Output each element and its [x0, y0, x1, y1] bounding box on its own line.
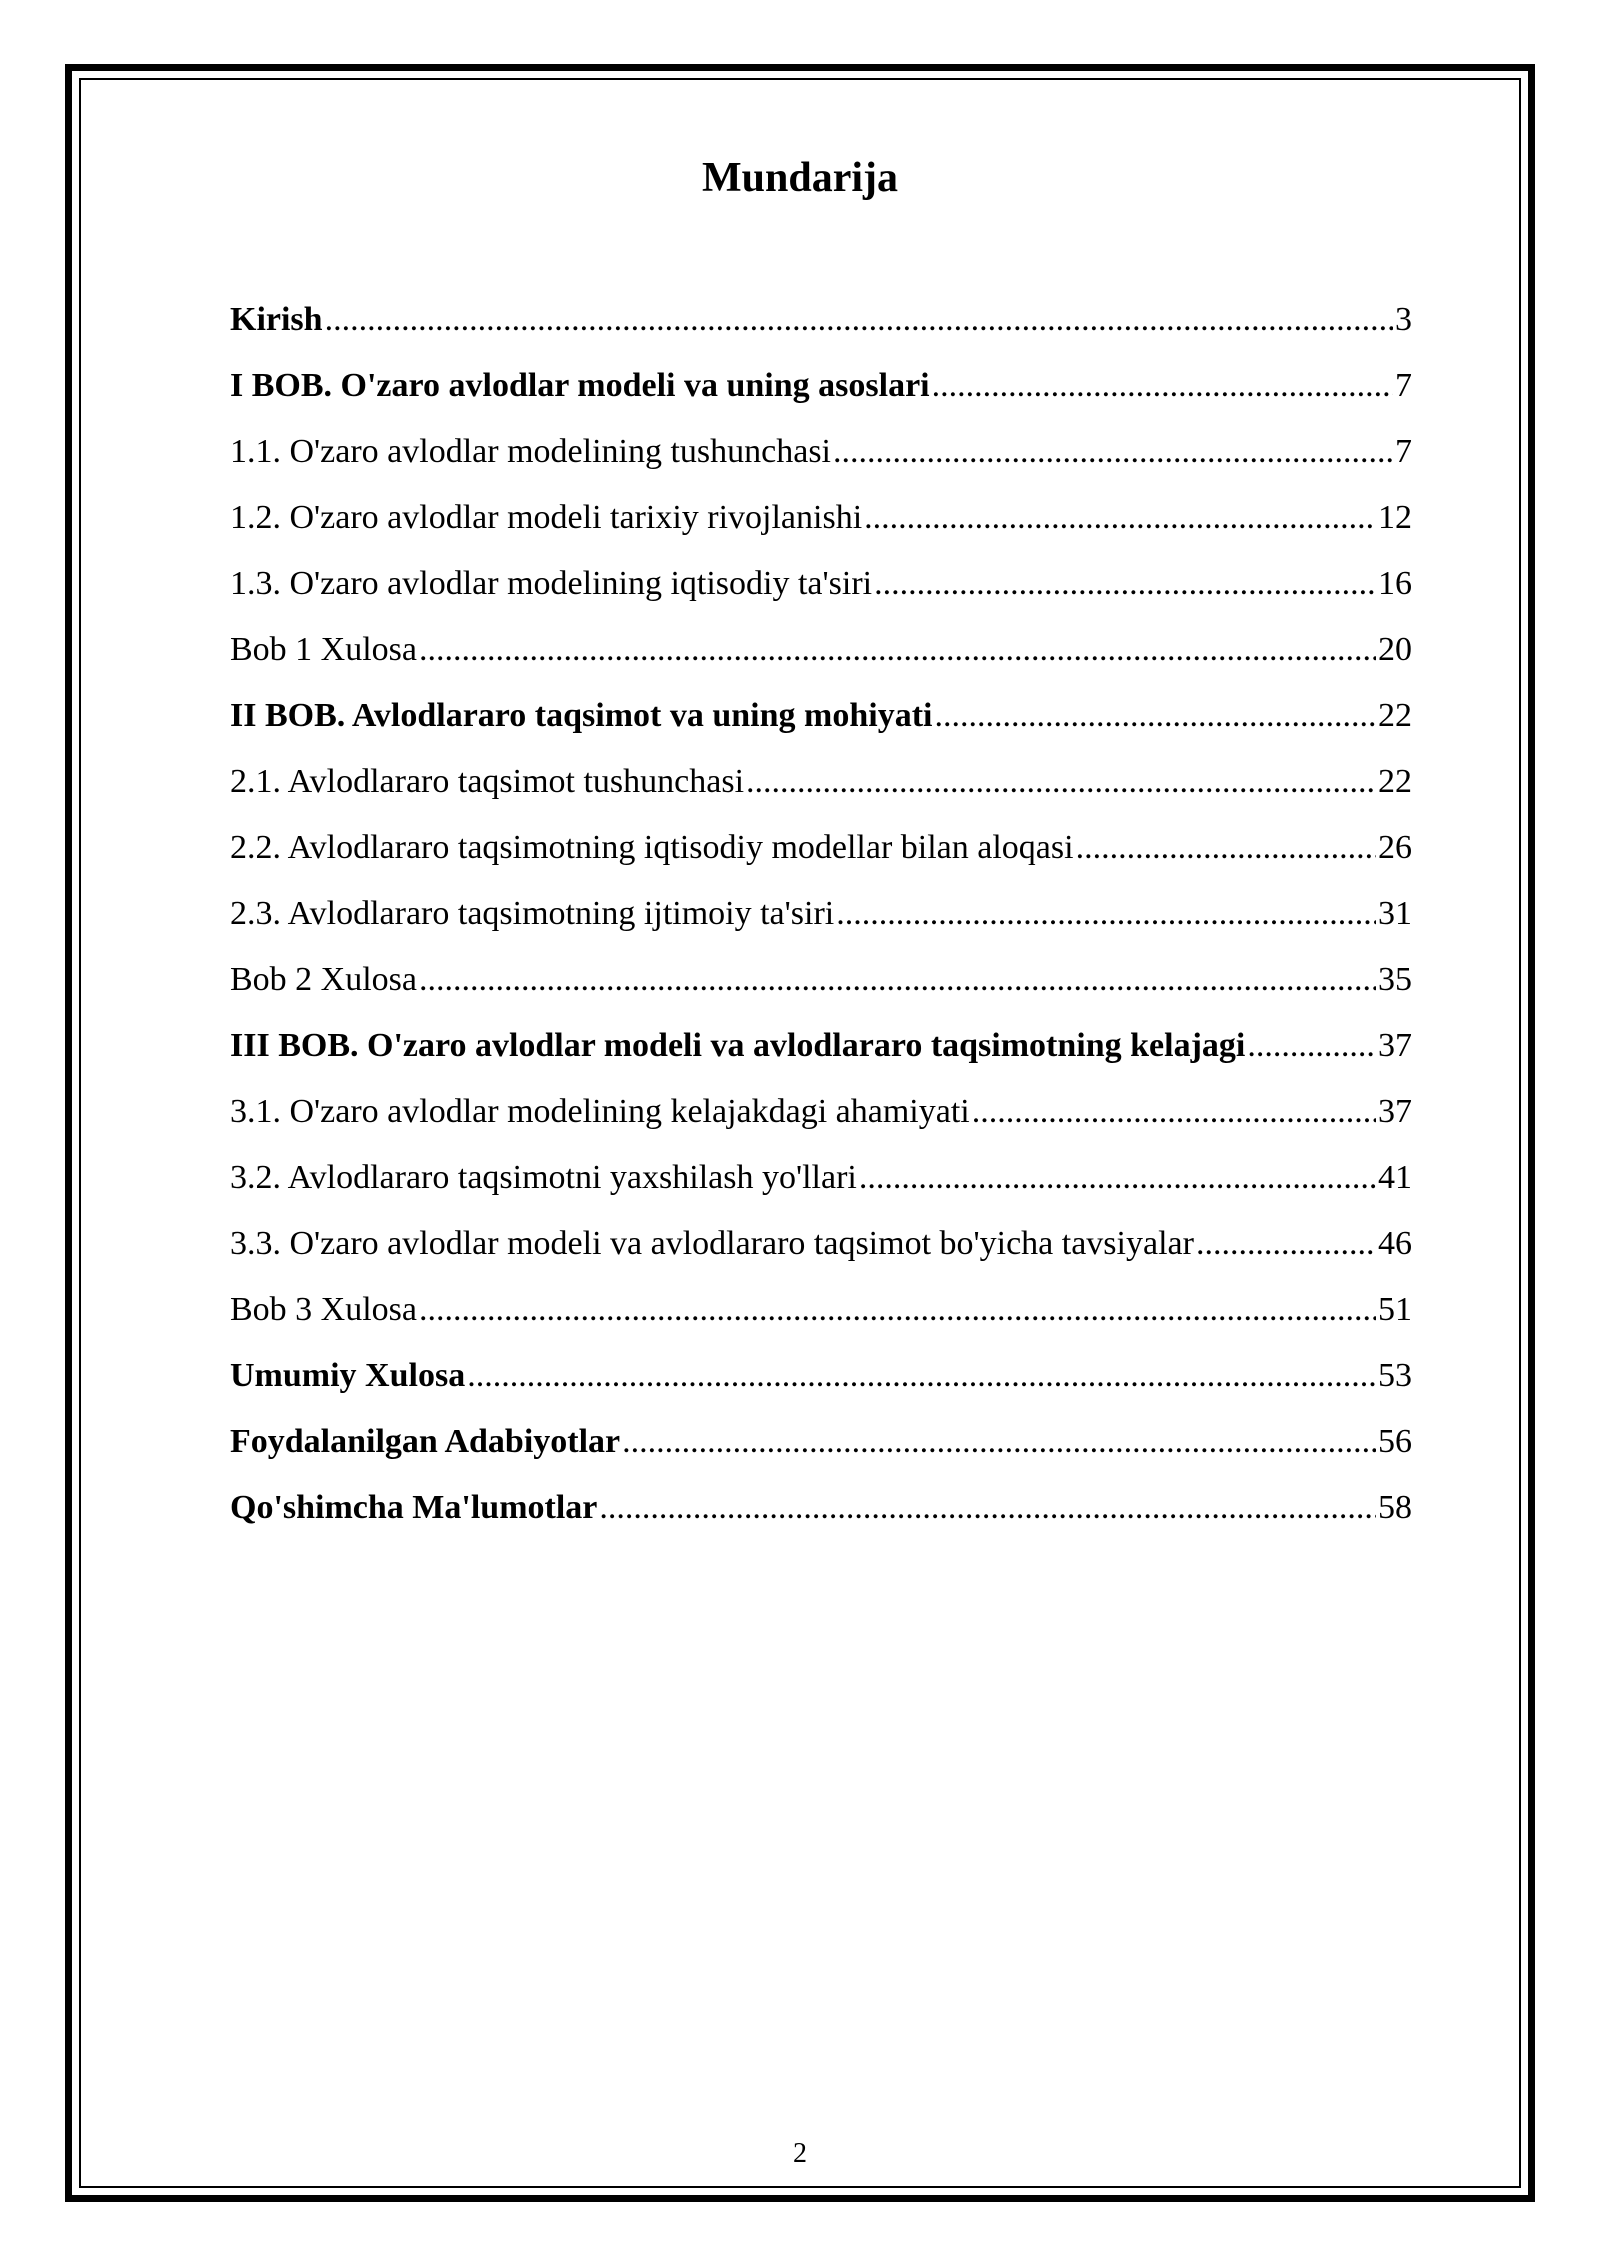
toc-entry[interactable]: [230, 955, 1412, 1021]
toc-entry-label: 1.1. O'zaro avlodlar modelining tushunchasi: [230, 433, 831, 470]
toc-entry-page: 37: [1378, 1027, 1412, 1064]
toc-entry[interactable]: [230, 1417, 1412, 1483]
toc-entry[interactable]: [230, 757, 1412, 823]
toc-dot-leader: [874, 559, 1376, 609]
toc-entry[interactable]: [230, 691, 1412, 757]
toc-entry-page: 56: [1378, 1423, 1412, 1460]
toc-entry[interactable]: [230, 625, 1412, 691]
toc-entry-label: Umumiy Xulosa: [230, 1357, 466, 1394]
toc-entry[interactable]: [230, 823, 1412, 889]
toc-entry-label: Foydalanilgan Adabiyotlar: [230, 1423, 621, 1460]
toc-dot-leader: [1196, 1219, 1376, 1269]
toc-entry-label: II BOB. Avlodlararo taqsimot va uning mohiyati: [230, 697, 933, 734]
toc-entry-label: Bob 1 Xulosa: [230, 631, 417, 668]
table-of-contents: [230, 295, 1412, 1549]
toc-dot-leader: [419, 955, 1376, 1005]
toc-entry-page: 53: [1378, 1357, 1412, 1394]
toc-dot-leader: [467, 1351, 1376, 1401]
toc-entry-page: 35: [1378, 961, 1412, 998]
toc-dot-leader: [746, 757, 1376, 807]
toc-entry-page: 58: [1378, 1489, 1412, 1526]
toc-dot-leader: [934, 691, 1376, 741]
toc-entry[interactable]: [230, 1483, 1412, 1549]
toc-entry[interactable]: [230, 1021, 1412, 1087]
toc-entry-page: 22: [1378, 697, 1412, 734]
toc-entry[interactable]: [230, 1153, 1412, 1219]
toc-entry[interactable]: [230, 427, 1412, 493]
toc-entry-label: Qo'shimcha Ma'lumotlar: [230, 1489, 598, 1526]
toc-dot-leader: [325, 295, 1393, 345]
toc-entry-page: 51: [1378, 1291, 1412, 1328]
toc-entry-label: 2.1. Avlodlararo taqsimot tushunchasi: [230, 763, 745, 800]
toc-entry-label: 3.2. Avlodlararo taqsimotni yaxshilash yo'llari: [230, 1159, 857, 1196]
toc-entry-label: 3.3. O'zaro avlodlar modeli va avlodlararo taqsimot bo'yicha tavsiyalar: [230, 1225, 1194, 1262]
toc-entry-label: III BOB. O'zaro avlodlar modeli va avlodlararo taqsimotning kelajagi: [230, 1027, 1246, 1064]
toc-dot-leader: [864, 493, 1376, 543]
toc-entry-page: 7: [1395, 433, 1412, 470]
toc-entry-label: 2.3. Avlodlararo taqsimotning ijtimoiy ta'siri: [230, 895, 835, 932]
toc-entry-label: I BOB. O'zaro avlodlar modeli va uning asoslari: [230, 367, 930, 404]
toc-dot-leader: [599, 1483, 1376, 1533]
toc-entry[interactable]: [230, 889, 1412, 955]
toc-entry-page: 37: [1378, 1093, 1412, 1130]
toc-entry[interactable]: [230, 361, 1412, 427]
toc-entry-label: Kirish: [230, 301, 323, 338]
toc-entry-label: 1.3. O'zaro avlodlar modelining iqtisodiy ta'siri: [230, 565, 873, 602]
page-title: Mundarija: [701, 155, 898, 201]
toc-dot-leader: [859, 1153, 1376, 1203]
toc-dot-leader: [419, 625, 1376, 675]
toc-entry[interactable]: [230, 1219, 1412, 1285]
toc-dot-leader: [622, 1417, 1376, 1467]
toc-entry-label: 3.1. O'zaro avlodlar modelining kelajakdagi ahamiyati: [230, 1093, 970, 1130]
toc-entry-page: 26: [1378, 829, 1412, 866]
toc-entry[interactable]: [230, 559, 1412, 625]
toc-entry-page: 16: [1378, 565, 1412, 602]
toc-entry[interactable]: [230, 1351, 1412, 1417]
toc-dot-leader: [932, 361, 1393, 411]
toc-entry-page: 7: [1395, 367, 1412, 404]
toc-entry-page: 46: [1378, 1225, 1412, 1262]
toc-entry-label: Bob 3 Xulosa: [230, 1291, 417, 1328]
toc-dot-leader: [1247, 1021, 1376, 1071]
toc-entry[interactable]: [230, 295, 1412, 361]
toc-entry-page: 41: [1378, 1159, 1412, 1196]
toc-entry-page: 22: [1378, 763, 1412, 800]
toc-entry[interactable]: [230, 1285, 1412, 1351]
toc-entry-label: 2.2. Avlodlararo taqsimotning iqtisodiy modellar bilan aloqasi: [230, 829, 1074, 866]
toc-entry-page: 20: [1378, 631, 1412, 668]
toc-dot-leader: [1076, 823, 1376, 873]
toc-entry[interactable]: [230, 1087, 1412, 1153]
toc-entry-label: Bob 2 Xulosa: [230, 961, 417, 998]
page-number: 2: [793, 2138, 807, 2169]
toc-entry-page: 3: [1395, 301, 1412, 338]
toc-dot-leader: [419, 1285, 1376, 1335]
toc-entry-page: 31: [1378, 895, 1412, 932]
toc-dot-leader: [833, 427, 1393, 477]
toc-entry[interactable]: [230, 493, 1412, 559]
toc-entry-page: 12: [1378, 499, 1412, 536]
toc-entry-label: 1.2. O'zaro avlodlar modeli tarixiy rivojlanishi: [230, 499, 863, 536]
toc-dot-leader: [836, 889, 1376, 939]
toc-dot-leader: [972, 1087, 1376, 1137]
